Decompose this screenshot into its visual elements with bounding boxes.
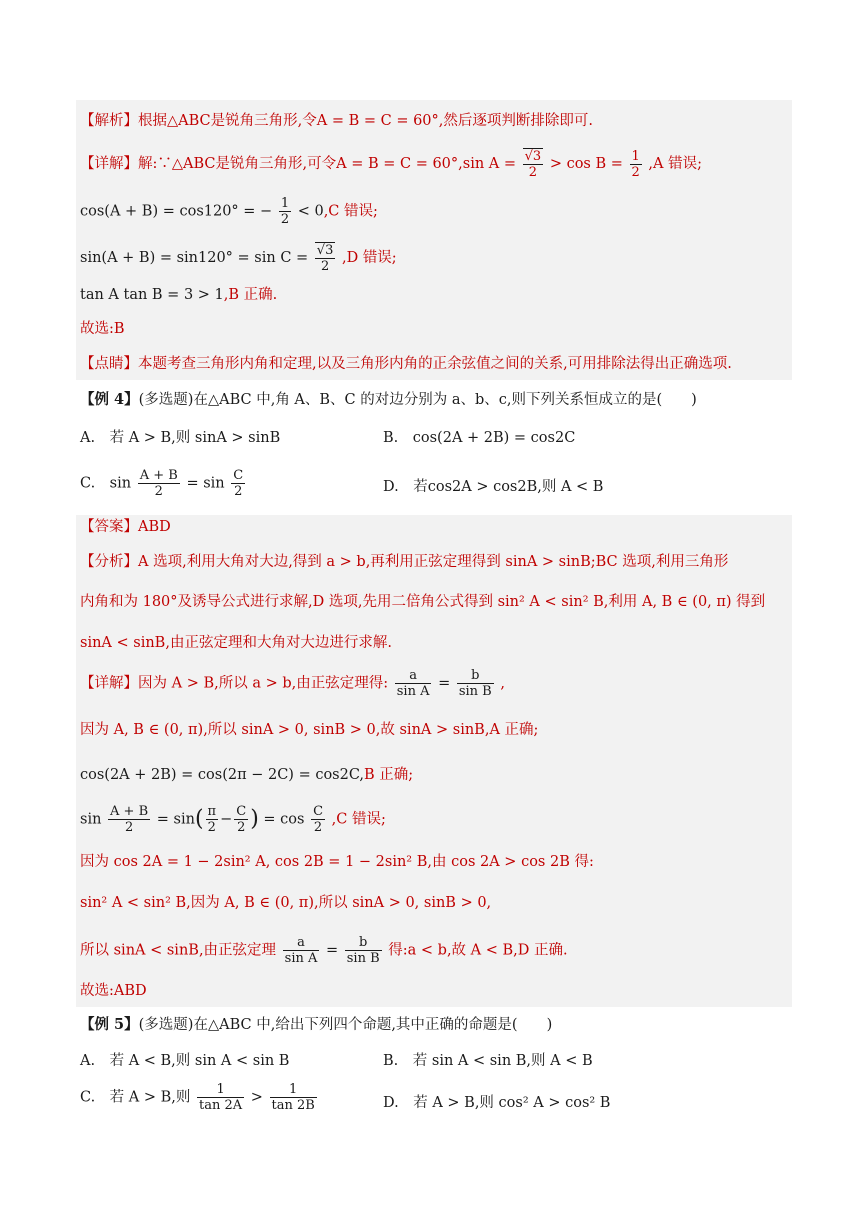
detail-line-6: sin² A < sin² B,因为 A, B ∈ (0, π),所以 sinA > 0, sinB > 0,: [80, 895, 492, 911]
answer-line: 【答案】ABD: [80, 519, 171, 535]
solution-block-example3: [76, 100, 792, 380]
example5-option-a: A. 若 A < B,则 sin A < sin B: [80, 1053, 290, 1069]
choice-line-4: 故选:ABD: [80, 983, 147, 999]
example5-option-b: B. 若 sin A < sin B,则 A < B: [383, 1053, 593, 1069]
tan-line: tan A tan B = 3 > 1,B 正确.: [80, 287, 278, 303]
comment-line: 【点睛】本题考查三角形内角和定理,以及三角形内角的正余弦值之间的关系,可用排除法得出正确选项.: [80, 356, 732, 372]
analysis-line-3: sinA < sinB,由正弦定理和大角对大边进行求解.: [80, 635, 393, 651]
cos-line: cos(A + B) = cos120° = − $\frac{1}{2}$ < 0,C 错误;: [80, 196, 378, 227]
detail-line: 【详解】解:∵△ABC是锐角三角形,可令A = B = C = 60°,sin A = $\frac{√3}{2}$ > cos B = $\frac{1}{2}$ ,A 错误;: [80, 148, 702, 180]
example4-option-b: B. cos(2A + 2B) = cos2C: [383, 430, 576, 446]
example4-stem: 【例 4】(多选题)在△ABC 中,角 A、B、C 的对边分别为 a、b、c,则下列关系恒成立的是( ): [80, 391, 697, 408]
detail-line-5: 因为 cos 2A = 1 − 2sin² A, cos 2B = 1 − 2sin² B,由 cos 2A > cos 2B 得:: [80, 854, 594, 870]
example5-option-c: C. 若 A > B,则 $\frac{1}{\tan 2A}$ > $\frac{1}{\tan 2B}$: [80, 1082, 315, 1113]
analysis-line-2: 内角和为 180°及诱导公式进行求解,D 选项,先用二倍角公式得到 sin² A < sin² B,利用 A, B ∈ (0, π) 得到: [80, 594, 766, 610]
example5-option-d: D. 若 A > B,则 cos² A > cos² B: [383, 1095, 611, 1111]
choice-line: 故选:B: [80, 321, 125, 337]
detail-line-4: sin $\frac{A + B}{2}$ = sin( $\frac{\pi}{2}$ − $\frac{C}{2}$ ) = cos $\frac{C}{2}$ ,C 错误;: [80, 804, 386, 835]
detail-line-7: 所以 sinA < sinB,由正弦定理 $\frac{a}{\text{sin A}}$ = $\frac{b}{\text{sin B}}$ 得:a < b,故 A < B,D 正确.: [80, 935, 568, 966]
example4-option-c: C. sin $\frac{A + B}{2}$ = sin $\frac{C}{2}$: [80, 468, 244, 499]
example5-stem: 【例 5】(多选题)在△ABC 中,给出下列四个命题,其中正确的命题是( ): [80, 1016, 553, 1033]
detail-line-1: 【详解】因为 A > B,所以 a > b,由正弦定理得: $\frac{a}{\text{sin A}}$ = $\frac{b}{\text{sin B}}$ ,: [80, 668, 505, 699]
detail-line-3: cos(2A + 2B) = cos(2π − 2C) = cos2C,B 正确;: [80, 767, 414, 783]
example4-option-a: A. 若 A > B,则 sinA > sinB: [80, 430, 281, 446]
sin-line: sin(A + B) = sin120° = sin C = $\frac{√3}{2}$ ,D 错误;: [80, 243, 397, 274]
analysis-line-1: 【分析】A 选项,利用大角对大边,得到 a > b,再利用正弦定理得到 sinA > sinB;BC 选项,利用三角形: [80, 554, 729, 570]
solution-block-example4: [76, 515, 792, 1007]
analysis-line: 【解析】根据△ABC是锐角三角形,令A = B = C = 60°,然后逐项判断排除即可.: [80, 113, 593, 129]
example4-option-d: D. 若cos2A > cos2B,则 A < B: [383, 479, 604, 495]
detail-line-2: 因为 A, B ∈ (0, π),所以 sinA > 0, sinB > 0,故 sinA > sinB,A 正确;: [80, 722, 539, 738]
